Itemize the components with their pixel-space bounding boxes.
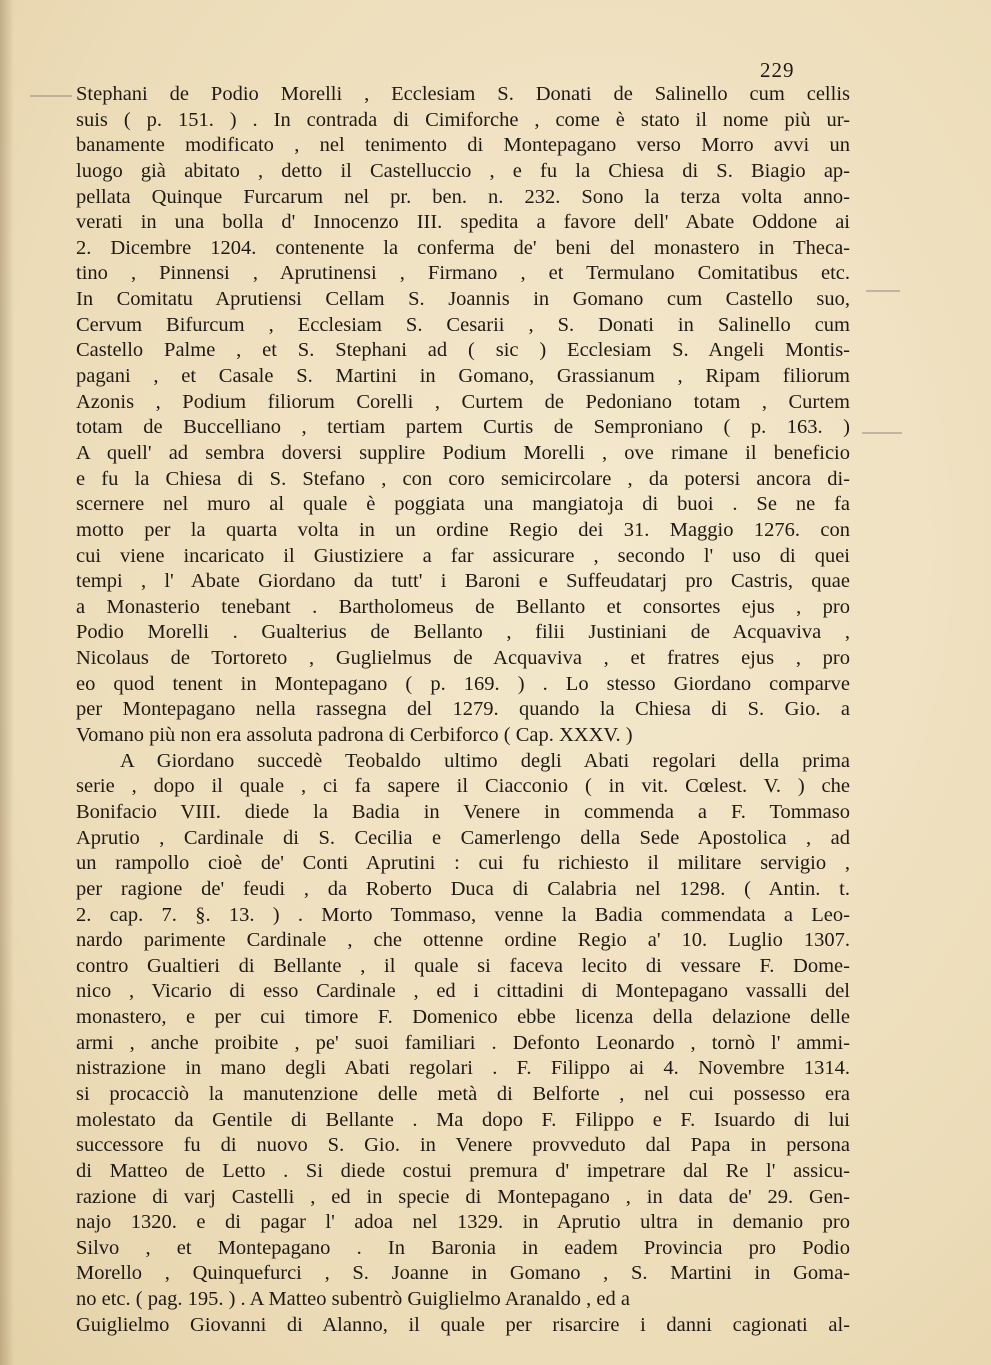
binding-shadow: [0, 0, 14, 1365]
page-number: 229: [760, 58, 795, 82]
text-line: Aprutio , Cardinale di S. Cecilia e Camerlengo della Sede Apostolica , ad: [76, 826, 850, 849]
text-line: di Matteo de Letto . Si diede costui premura d' impetrare dal Re l' assicu-: [76, 1159, 850, 1182]
text-line: nico , Vicario di esso Cardinale , ed i cittadini di Montepagano vassalli del: [76, 980, 850, 1003]
text-line: Nicolaus de Tortoreto , Guglielmus de Acquaviva , et fratres ejus , pro: [76, 647, 850, 670]
text-line: luogo già abitato , detto il Castelluccio , e fu la Chiesa di S. Biagio ap-: [76, 159, 850, 182]
text-line: Castello Palme , et S. Stephani ad ( sic ) Ecclesiam S. Angeli Montis-: [76, 339, 850, 362]
text-line: banamente modificato , nel tenimento di Montepagano verso Morro avvi un: [76, 134, 850, 157]
text-line: Silvo , et Montepagano . In Baronia in eadem Provincia pro Podio: [76, 1236, 850, 1259]
text-line: un rampollo cioè de' Conti Aprutini : cui fu richiesto il militare servigio ,: [76, 852, 850, 875]
text-line: pellata Quinque Furcarum nel pr. ben. n. 232. Sono la terza volta anno-: [76, 185, 850, 208]
text-line: Bonifacio VIII. diede la Badia in Venere in commenda a F. Tommaso: [76, 800, 850, 823]
text-line: razione di varj Castelli , ed in specie di Montepagano , in data de' 29. Gen-: [76, 1185, 850, 1208]
text-line: verati in una bolla d' Innocenzo III. spedita a favore dell' Abate Oddone ai: [76, 211, 850, 234]
text-line: suis ( p. 151. ) . In contrada di Cimiforche , come è stato il nome più ur-: [76, 108, 850, 131]
text-line: nistrazione in mano degli Abati regolari . F. Filippo ai 4. Novembre 1314.: [76, 1057, 850, 1080]
text-line: molestato da Gentile di Bellante . Ma dopo F. Filippo e F. Isuardo di lui: [76, 1108, 850, 1131]
text-line: no etc. ( pag. 195. ) . A Matteo subentrò Guiglielmo Aranaldo , ed a: [76, 1288, 630, 1311]
text-line: armi , anche proibite , pe' suoi familiari . Defonto Leonardo , tornò l' ammi-: [76, 1031, 850, 1054]
text-line: eo quod tenent in Montepagano ( p. 169. ) . Lo stesso Giordano comparve: [76, 672, 850, 695]
text-line: per Montepagano nella rassegna del 1279. quando la Chiesa di S. Gio. a: [76, 698, 850, 721]
text-line: Morello , Quinquefurci , S. Joanne in Gomano , S. Martini in Goma-: [76, 1262, 850, 1285]
text-line: Podio Morelli . Gualterius de Bellanto , filii Justiniani de Acquaviva ,: [76, 621, 850, 644]
body-text: [76, 82, 850, 1338]
text-line: successore fu di nuovo S. Gio. in Venere provveduto dal Papa in persona: [76, 1134, 850, 1157]
text-line: per ragione de' feudi , da Roberto Duca di Calabria nel 1298. ( Antin. t.: [76, 877, 850, 900]
margin-mark: [862, 432, 902, 434]
text-line: tempi , l' Abate Giordano da tutt' i Baroni e Suffeudatarj pro Castris, quae: [76, 570, 850, 593]
text-line: si procacciò la manutenzione delle metà di Belforte , nel cui possesso era: [76, 1082, 850, 1105]
text-line: a Monasterio tenebant . Bartholomeus de Bellanto et consortes ejus , pro: [76, 595, 850, 618]
text-line: Vomano più non era assoluta padrona di Cerbiforco ( Cap. XXXV. ): [76, 724, 633, 747]
text-line: 2. Dicembre 1204. contenente la conferma de' beni del monastero in Theca-: [76, 236, 850, 259]
text-line: najo 1320. e di pagar l' adoa nel 1329. in Aprutio ultra in demanio pro: [76, 1211, 850, 1234]
margin-mark: [30, 95, 72, 97]
text-line: nardo parimente Cardinale , che ottenne ordine Regio a' 10. Luglio 1307.: [76, 929, 850, 952]
text-line: serie , dopo il quale , ci fa sapere il Ciacconio ( in vit. Cœlest. V. ) che: [76, 775, 850, 798]
text-line: In Comitatu Aprutiensi Cellam S. Joannis in Gomano cum Castello suo,: [76, 288, 850, 311]
text-line: Guiglielmo Giovanni di Alanno, il quale per risarcire i danni cagionati al-: [76, 1313, 850, 1336]
text-line: motto per la quarta volta in un ordine Regio dei 31. Maggio 1276. con: [76, 518, 850, 541]
text-line: monastero, e per cui timore F. Domenico ebbe licenza della delazione delle: [76, 1006, 850, 1029]
text-line: A quell' ad sembra doversi supplire Podium Morelli , ove rimane il beneficio: [76, 441, 850, 464]
text-line: e fu la Chiesa di S. Stefano , con coro semicircolare , da potersi ancora di-: [76, 467, 850, 490]
text-line: tino , Pinnensi , Aprutinensi , Firmano , et Termulano Comitatibus etc.: [76, 262, 850, 285]
text-line: totam de Buccelliano , tertiam partem Curtis de Semproniano ( p. 163. ): [76, 416, 850, 439]
text-line: contro Gualtieri di Bellante , il quale si faceva lecito di vessare F. Dome-: [76, 954, 850, 977]
text-line: pagani , et Casale S. Martini in Gomano, Grassianum , Ripam filiorum: [76, 365, 850, 388]
text-line: Cervum Bifurcum , Ecclesiam S. Cesarii , S. Donati in Salinello cum: [76, 313, 850, 336]
text-line: 2. cap. 7. §. 13. ) . Morto Tommaso, venne la Badia commendata a Leo-: [76, 903, 850, 926]
margin-mark: [866, 290, 900, 292]
text-line: cui viene incaricato il Giustiziere a far assicurare , secondo l' uso di quei: [76, 544, 850, 567]
text-line: Azonis , Podium filiorum Corelli , Curtem de Pedoniano totam , Curtem: [76, 390, 850, 413]
text-line: Stephani de Podio Morelli , Ecclesiam S. Donati de Salinello cum cellis: [76, 83, 850, 105]
text-line: A Giordano succedè Teobaldo ultimo degli Abati regolari della prima: [120, 749, 850, 772]
text-line: scernere nel muro al quale è poggiata una mangiatoja di buoi . Se ne fa: [76, 493, 850, 516]
